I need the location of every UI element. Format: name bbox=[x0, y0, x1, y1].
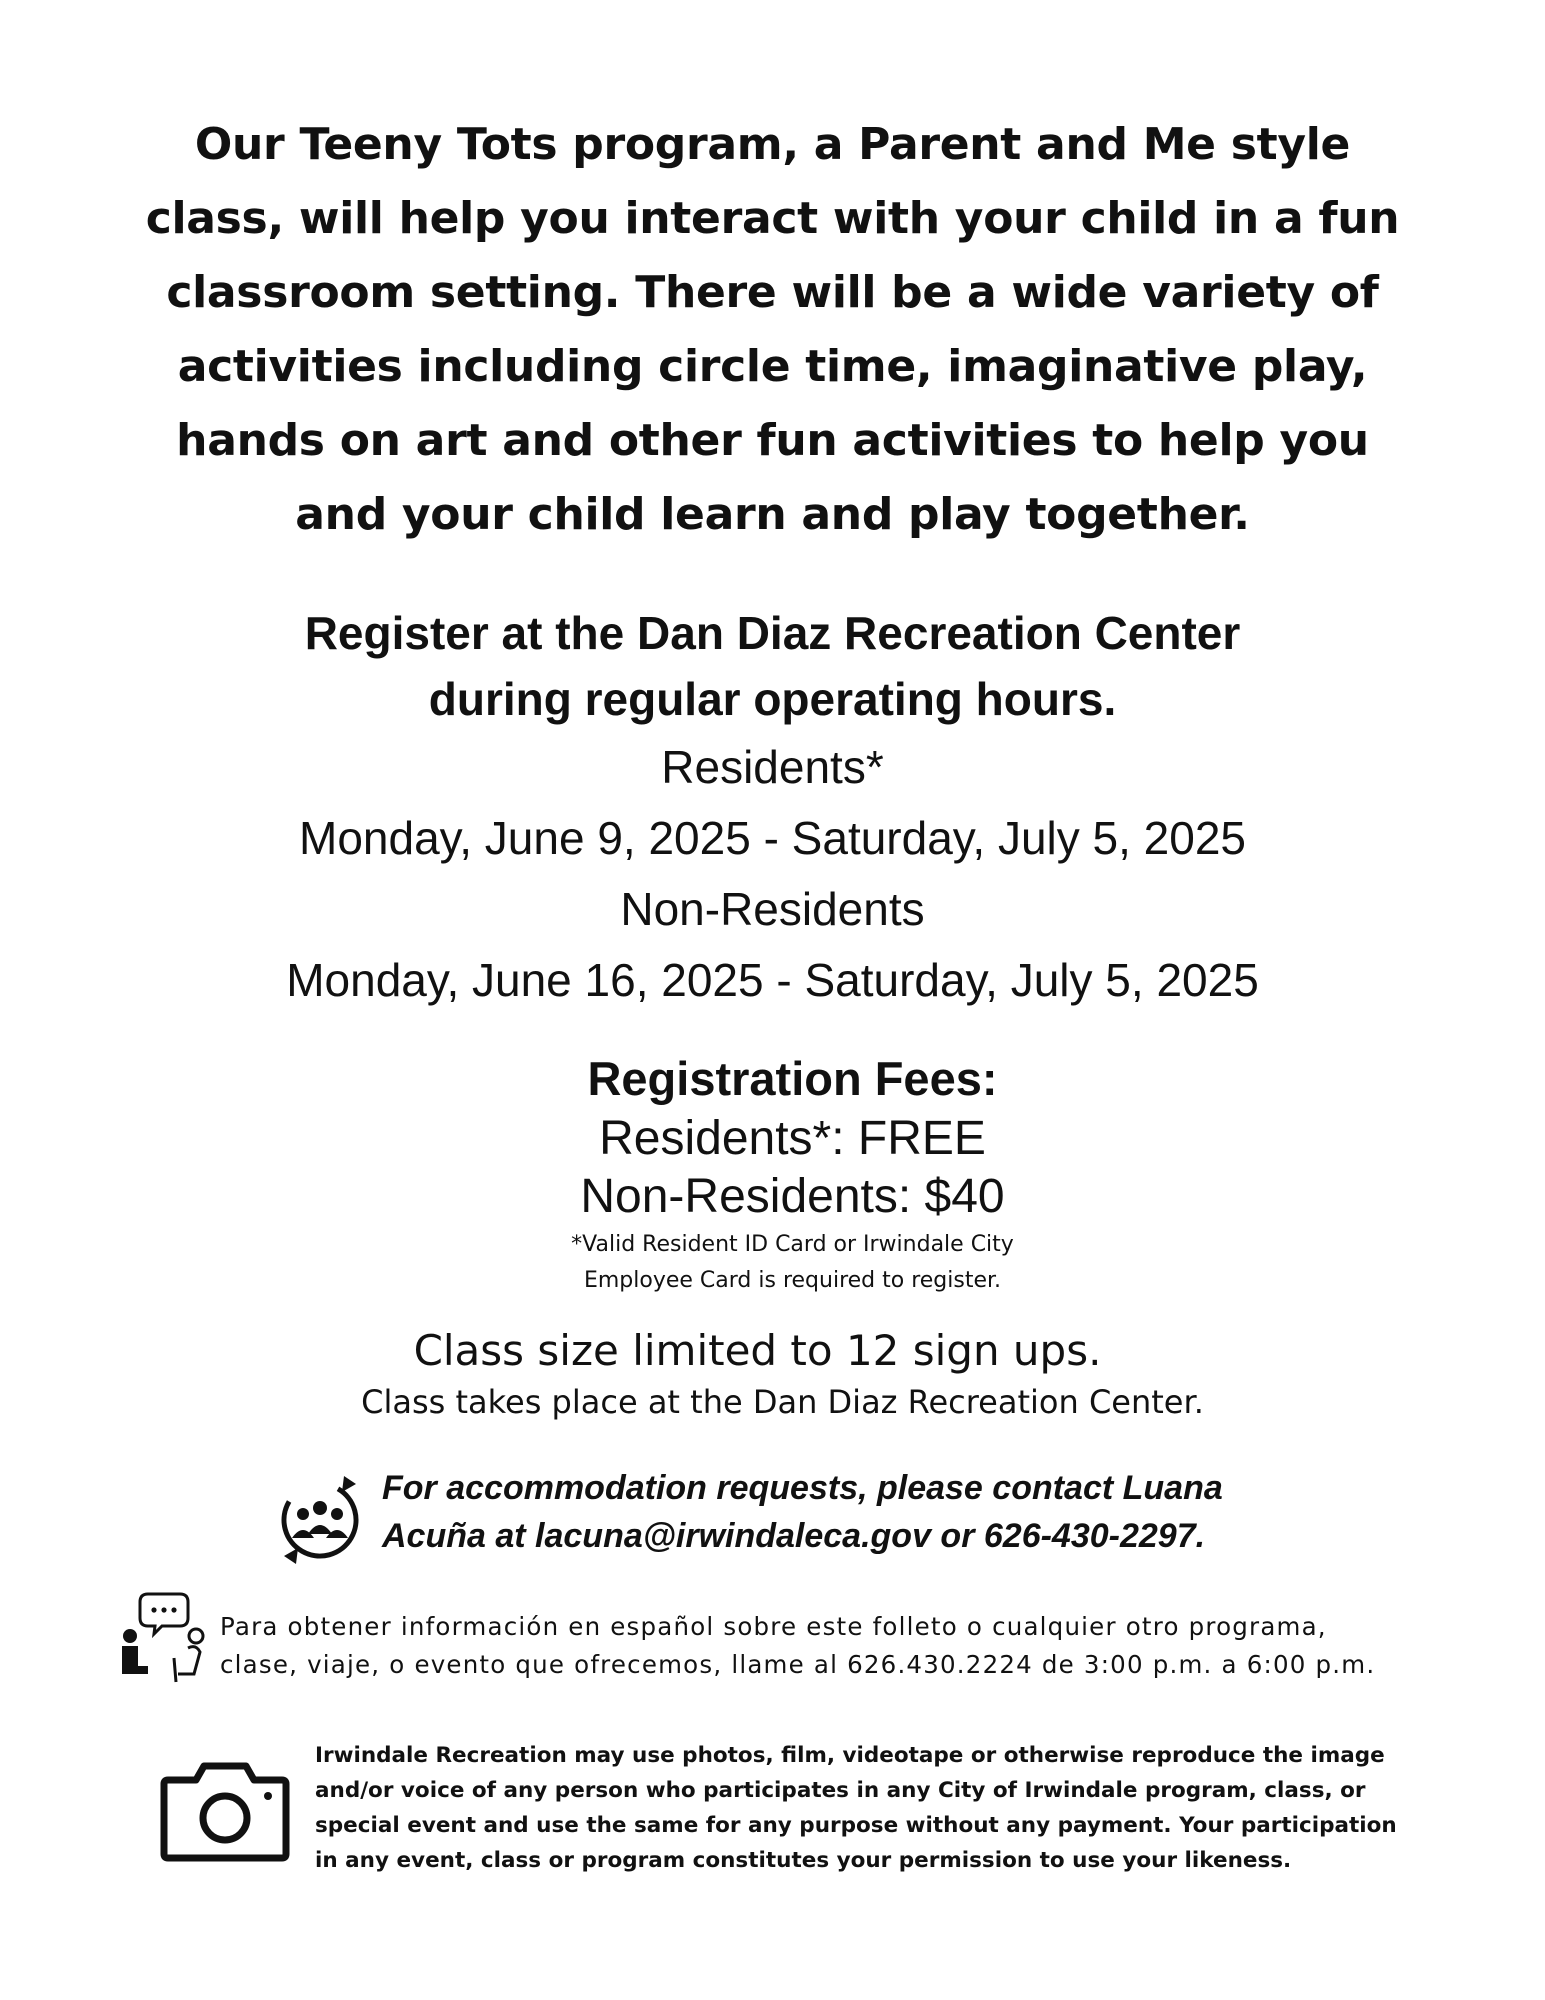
description-line: activities including circle time, imaginative play, bbox=[177, 341, 1368, 392]
accommodation-text: For accommodation requests, please contact Luana Acuña at lacuna@irwindaleca.gov or 626-430-2297. bbox=[382, 1469, 1223, 1555]
residents-label: Residents* bbox=[661, 741, 884, 793]
description-line: class, will help you interact with your child in a fun bbox=[145, 193, 1400, 244]
fees-note: Employee Card is required to register. bbox=[583, 1268, 1002, 1293]
class-location: Class takes place at the Dan Diaz Recreation Center. bbox=[361, 1383, 1204, 1421]
accessibility-group-icon bbox=[270, 1462, 370, 1572]
residents-dates: Monday, June 9, 2025 - Saturday, July 5, 2025 bbox=[299, 812, 1246, 864]
fees-nonresidents: Non-Residents: $40 bbox=[580, 1170, 1005, 1223]
description-line: classroom setting. There will be a wide variety of bbox=[166, 267, 1379, 318]
register-location: Register at the Dan Diaz Recreation Center bbox=[304, 607, 1241, 659]
register-hours: during regular operating hours. bbox=[428, 673, 1117, 725]
fees-title: Registration Fees: bbox=[587, 1052, 998, 1105]
spanish-text: Para obtener información en español sobre este folleto o cualquier otro programa, clase, viaje, o evento que ofrecemos, llame al 626.430.2224 de 3:00 p.m. a 6:00 p.m. bbox=[220, 1612, 1376, 1679]
photo-release-notice bbox=[160, 1738, 1460, 1898]
accommodation-notice bbox=[270, 1462, 1320, 1582]
photo-release-text: Irwindale Recreation may use photos, film, videotape or otherwise reproduce the image and/or voice of any person who participates in any City of Irwindale program, class, or special event and use the same for any purpose without any payment. Your participation in any event, class or program constitutes your permission to use your likeness. bbox=[315, 1743, 1397, 1873]
description-line: hands on art and other fun activities to help you bbox=[176, 415, 1369, 466]
class-size: Class size limited to 12 sign ups. bbox=[413, 1326, 1102, 1375]
description-line: and your child learn and play together. bbox=[295, 489, 1250, 540]
description-line: Our Teeny Tots program, a Parent and Me style bbox=[194, 119, 1351, 170]
camera-icon bbox=[160, 1758, 290, 1862]
registration-info bbox=[0, 600, 1545, 1016]
nonresidents-dates: Monday, June 16, 2025 - Saturday, July 5, 2025 bbox=[286, 954, 1259, 1006]
fees-note: *Valid Resident ID Card or Irwindale City bbox=[571, 1232, 1014, 1257]
registration-fees bbox=[0, 1048, 1545, 1298]
class-info bbox=[0, 1322, 1545, 1424]
conversation-icon bbox=[118, 1588, 222, 1688]
program-description bbox=[0, 108, 1545, 552]
nonresidents-label: Non-Residents bbox=[620, 883, 925, 935]
spanish-info bbox=[118, 1588, 1478, 1688]
fees-residents: Residents*: FREE bbox=[599, 1112, 986, 1165]
